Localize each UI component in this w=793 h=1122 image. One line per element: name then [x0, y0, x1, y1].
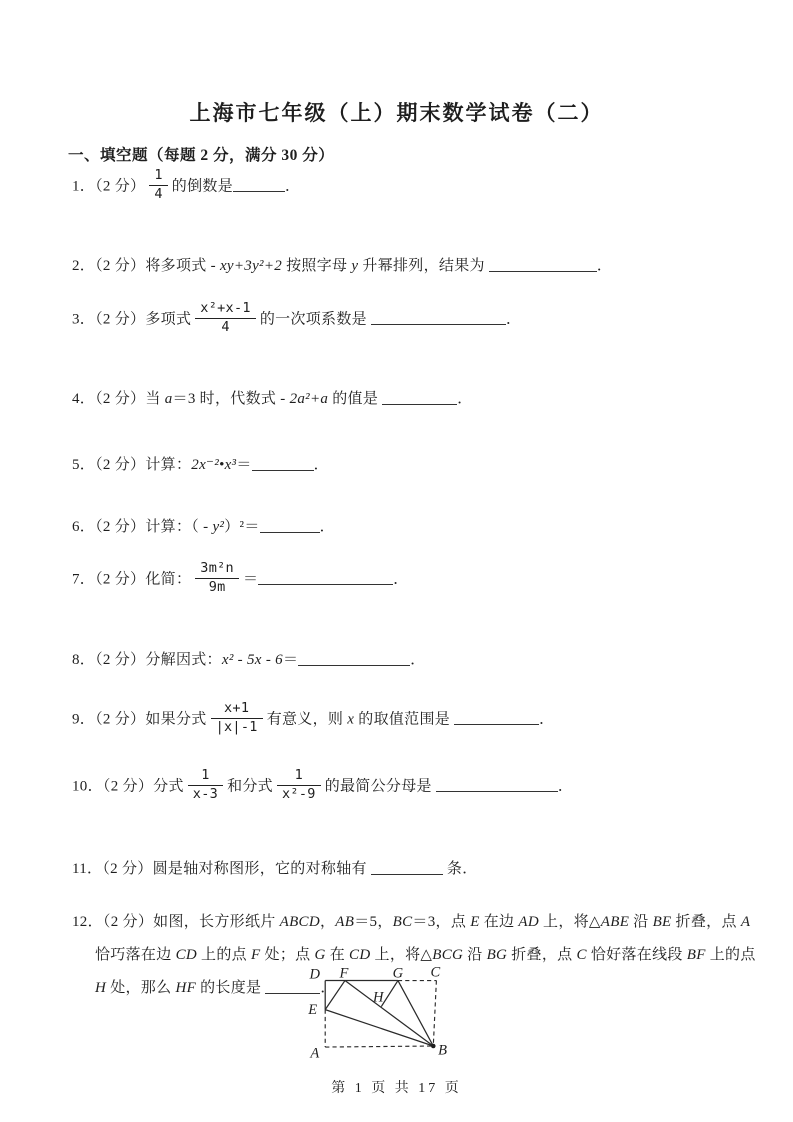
figure-label-c: C — [430, 966, 441, 981]
fraction-numerator: 1 — [149, 168, 167, 186]
question-text: 在边 — [479, 914, 519, 930]
fraction — [149, 168, 167, 202]
math-expression: - 2a²+a — [280, 391, 329, 407]
question-text: 的最简公分母是 — [324, 778, 436, 795]
fraction-numerator: x²+x-1 — [195, 301, 256, 319]
question-text: 的值是 — [328, 391, 383, 407]
question-text: 按照字母 — [282, 258, 352, 274]
fraction-denominator: 4 — [221, 318, 230, 335]
question-11 — [72, 853, 737, 886]
question-text: ＝3，点 — [412, 914, 471, 930]
math-expression: - xy+3y²+2 — [210, 258, 283, 274]
answer-blank — [260, 518, 320, 533]
fraction-denominator: 9m — [208, 578, 226, 595]
math-expression: HF — [175, 980, 197, 996]
page-footer: 第 1 页 共 17 页 — [331, 1081, 462, 1096]
question-6 — [72, 511, 737, 544]
question-text: 沿 — [463, 947, 487, 963]
math-expression: E — [470, 914, 480, 930]
question-5 — [72, 449, 737, 482]
math-expression: BF — [686, 947, 706, 963]
question-text: ， — [319, 914, 336, 930]
fraction — [188, 768, 223, 802]
figure-label-g: G — [392, 966, 404, 982]
question-text: ． — [557, 778, 574, 795]
question-text: ． — [596, 258, 613, 274]
question-text: 8．（2 分）分解因式： — [72, 652, 222, 668]
rectangle-solid-edges — [325, 981, 398, 1010]
question-text: ＝ — [242, 571, 259, 588]
question-text: 7．（2 分）化简： — [72, 571, 192, 588]
question-text: ＝3 时，代数式 — [172, 391, 281, 407]
math-expression: x — [347, 711, 355, 728]
answer-blank — [489, 257, 597, 272]
math-expression: x² - 5x - 6 — [221, 652, 283, 668]
question-text: ）²＝ — [224, 519, 260, 535]
page-title: 上海市七年级（上）期末数学试卷（二） — [189, 101, 604, 125]
question-text: ． — [319, 519, 335, 535]
question-text: 1．（2 分） — [72, 178, 146, 195]
question-text: ． — [457, 391, 473, 407]
math-expression: ABCD — [279, 914, 320, 930]
question-text: 有意义，则 — [266, 711, 348, 728]
question-text: 处；点 — [260, 947, 315, 963]
answer-blank — [454, 710, 539, 725]
fraction-numerator: 1 — [188, 768, 223, 786]
question-text: 上，将△ — [538, 914, 601, 930]
fraction-numerator: x+1 — [211, 701, 263, 719]
question-text: ． — [393, 571, 409, 588]
question-text: 处，那么 — [106, 980, 176, 996]
math-expression: BCG — [432, 947, 464, 963]
question-text: 上的点 — [197, 947, 252, 963]
question-text: 折叠，点 — [507, 947, 577, 963]
section-header: 一、填空题（每题 2 分，满分 30 分） — [68, 147, 335, 164]
math-expression: ABE — [600, 914, 630, 930]
answer-blank — [371, 860, 443, 875]
question-text: ． — [539, 711, 555, 728]
math-expression: y — [351, 258, 359, 274]
question-text: 5．（2 分）计算： — [72, 457, 192, 473]
question-text: 的倒数是 — [171, 178, 233, 195]
question-text: ． — [320, 980, 336, 996]
point-b-dot — [431, 1044, 436, 1049]
question-text: ＝5， — [354, 914, 393, 930]
question-2 — [72, 250, 737, 283]
question-text: 2．（2 分）将多项式 — [72, 258, 211, 274]
question-text: ． — [410, 652, 426, 668]
question-text: 3．（2 分）多项式 — [72, 311, 192, 328]
math-expression: BC — [392, 914, 413, 930]
math-expression: G — [314, 947, 326, 963]
question-text: 10．（2 分）分式 — [72, 778, 184, 795]
answer-blank — [298, 651, 410, 666]
question-text: 上，将△ — [370, 947, 433, 963]
question-text: 恰巧落在边 — [95, 947, 176, 963]
question-12-figure — [300, 966, 472, 1072]
answer-blank — [436, 777, 558, 792]
figure-label-f: F — [339, 966, 349, 982]
question-text: 升幂排列，结果为 — [358, 258, 489, 274]
figure-label-b: B — [438, 1042, 448, 1059]
question-10 — [72, 767, 737, 804]
math-expression: - y² — [203, 519, 225, 535]
question-text: 恰好落在线段 — [586, 947, 687, 963]
answer-blank — [233, 177, 285, 192]
math-expression: AD — [518, 914, 539, 930]
fraction-denominator: x-3 — [192, 785, 219, 802]
question-text: 沿 — [629, 914, 653, 930]
answer-blank — [371, 310, 506, 325]
math-expression: 2x⁻²•x³ — [191, 457, 237, 473]
answer-blank — [258, 570, 393, 585]
math-expression: F — [251, 947, 261, 963]
fraction — [195, 301, 256, 335]
fraction-denominator: 4 — [154, 185, 163, 202]
question-text: 和分式 — [227, 778, 273, 795]
question-text: 的一次项系数是 — [259, 311, 371, 328]
question-1 — [72, 167, 737, 204]
figure-label-e: E — [308, 1001, 318, 1018]
math-expression: BE — [652, 914, 672, 930]
fraction-numerator: 1 — [277, 768, 321, 786]
math-expression: CD — [349, 947, 371, 963]
question-text: ． — [506, 311, 522, 328]
question-3 — [72, 300, 737, 337]
question-text: ． — [313, 457, 329, 473]
question-text: 4．（2 分）当 — [72, 391, 165, 407]
fraction-denominator: x²-9 — [281, 785, 316, 802]
question-text: ＝ — [236, 457, 252, 473]
answer-blank — [382, 390, 457, 405]
question-text: 折叠，点 — [671, 914, 741, 930]
question-text: ＝ — [282, 652, 299, 668]
question-text: 9．（2 分）如果分式 — [72, 711, 207, 728]
answer-blank — [252, 456, 314, 471]
math-expression: CD — [175, 947, 197, 963]
figure-label-a: A — [310, 1045, 320, 1062]
question-text: 11．（2 分）圆是轴对称图形，它的对称轴有 — [72, 861, 371, 877]
question-text: 12．（2 分）如图，长方形纸片 — [72, 914, 280, 930]
math-expression: A — [740, 914, 751, 930]
question-text: 的长度是 — [196, 980, 266, 996]
question-text: 条． — [442, 861, 478, 877]
question-7 — [72, 560, 737, 597]
figure-label-h: H — [372, 989, 384, 1006]
fraction-denominator: |x|-1 — [215, 718, 258, 735]
math-expression: a — [164, 391, 173, 407]
question-text: 上的点 — [705, 947, 756, 963]
question-8 — [72, 644, 737, 677]
math-expression: H — [95, 980, 107, 996]
math-expression: C — [576, 947, 587, 963]
math-expression: BG — [486, 947, 508, 963]
fraction — [211, 701, 263, 735]
figure-label-d: D — [309, 966, 321, 983]
question-text: 在 — [325, 947, 350, 963]
fraction — [277, 768, 321, 802]
question-text: ． — [285, 178, 301, 195]
fraction — [195, 561, 239, 595]
question-4 — [72, 383, 737, 416]
fraction-numerator: 3m²n — [195, 561, 239, 579]
question-text: 6．（2 分）计算：（ — [72, 519, 204, 535]
question-9 — [72, 700, 737, 737]
math-expression: AB — [335, 914, 355, 930]
question-text: 的取值范围是 — [354, 711, 455, 728]
